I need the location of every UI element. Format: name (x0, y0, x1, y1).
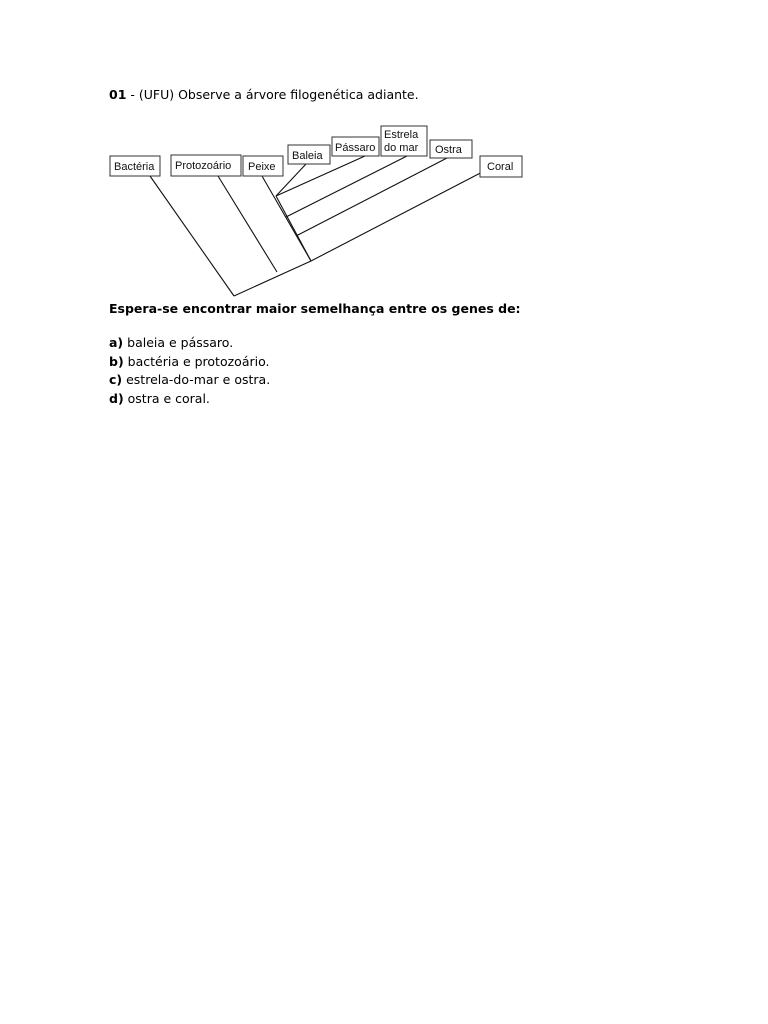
spine-outer (234, 261, 311, 296)
option-letter: c) (109, 372, 123, 387)
branch-protozoario (218, 176, 277, 272)
option-letter: b) (109, 353, 124, 369)
tree-label-baleia (288, 145, 330, 164)
phylogenetic-tree (100, 118, 530, 308)
option-c (109, 371, 270, 390)
tree-label-coral (480, 156, 522, 177)
label-coral: Coral (487, 161, 514, 173)
label-peixe: Peixe (248, 161, 276, 173)
tree-label-bacteria (110, 156, 160, 176)
tree-label-ostra (430, 140, 472, 158)
option-letter: d) (109, 390, 124, 406)
answer-options (109, 334, 270, 408)
option-text: bactéria e protozoário. (123, 353, 270, 369)
tree-label-peixe (243, 156, 283, 176)
label-estrela-line2: do mar (384, 142, 419, 154)
option-text: ostra e coral. (123, 390, 210, 406)
label-baleia: Baleia (292, 150, 323, 162)
tree-label-passaro (332, 137, 379, 156)
option-text: estrela-do-mar e ostra. (122, 372, 271, 387)
tree-branches (150, 156, 490, 296)
label-estrela-line1: Estrela (384, 129, 419, 141)
label-ostra: Ostra (435, 144, 462, 156)
tree-label-estrela (381, 126, 427, 156)
question-title (109, 86, 419, 104)
question-number: 01 (109, 87, 127, 102)
question-prompt: Espera-se encontrar maior semelhança entre os genes de: (109, 301, 521, 316)
branch-bacteria (150, 176, 234, 296)
label-protozoario: Protozoário (175, 160, 232, 172)
branch-ostra (296, 158, 447, 236)
branch-estrela (286, 156, 407, 217)
spine-inner (276, 196, 311, 261)
label-bacteria: Bactéria (114, 161, 155, 173)
option-b (109, 353, 270, 372)
question-text: - (UFU) Observe a árvore filogenética adiante. (126, 87, 419, 102)
option-letter: a) (109, 335, 124, 350)
tree-label-protozoario (171, 155, 241, 176)
option-text: baleia e pássaro. (123, 335, 234, 350)
option-d (109, 390, 270, 409)
label-passaro: Pássaro (335, 142, 376, 154)
option-a (109, 334, 270, 353)
